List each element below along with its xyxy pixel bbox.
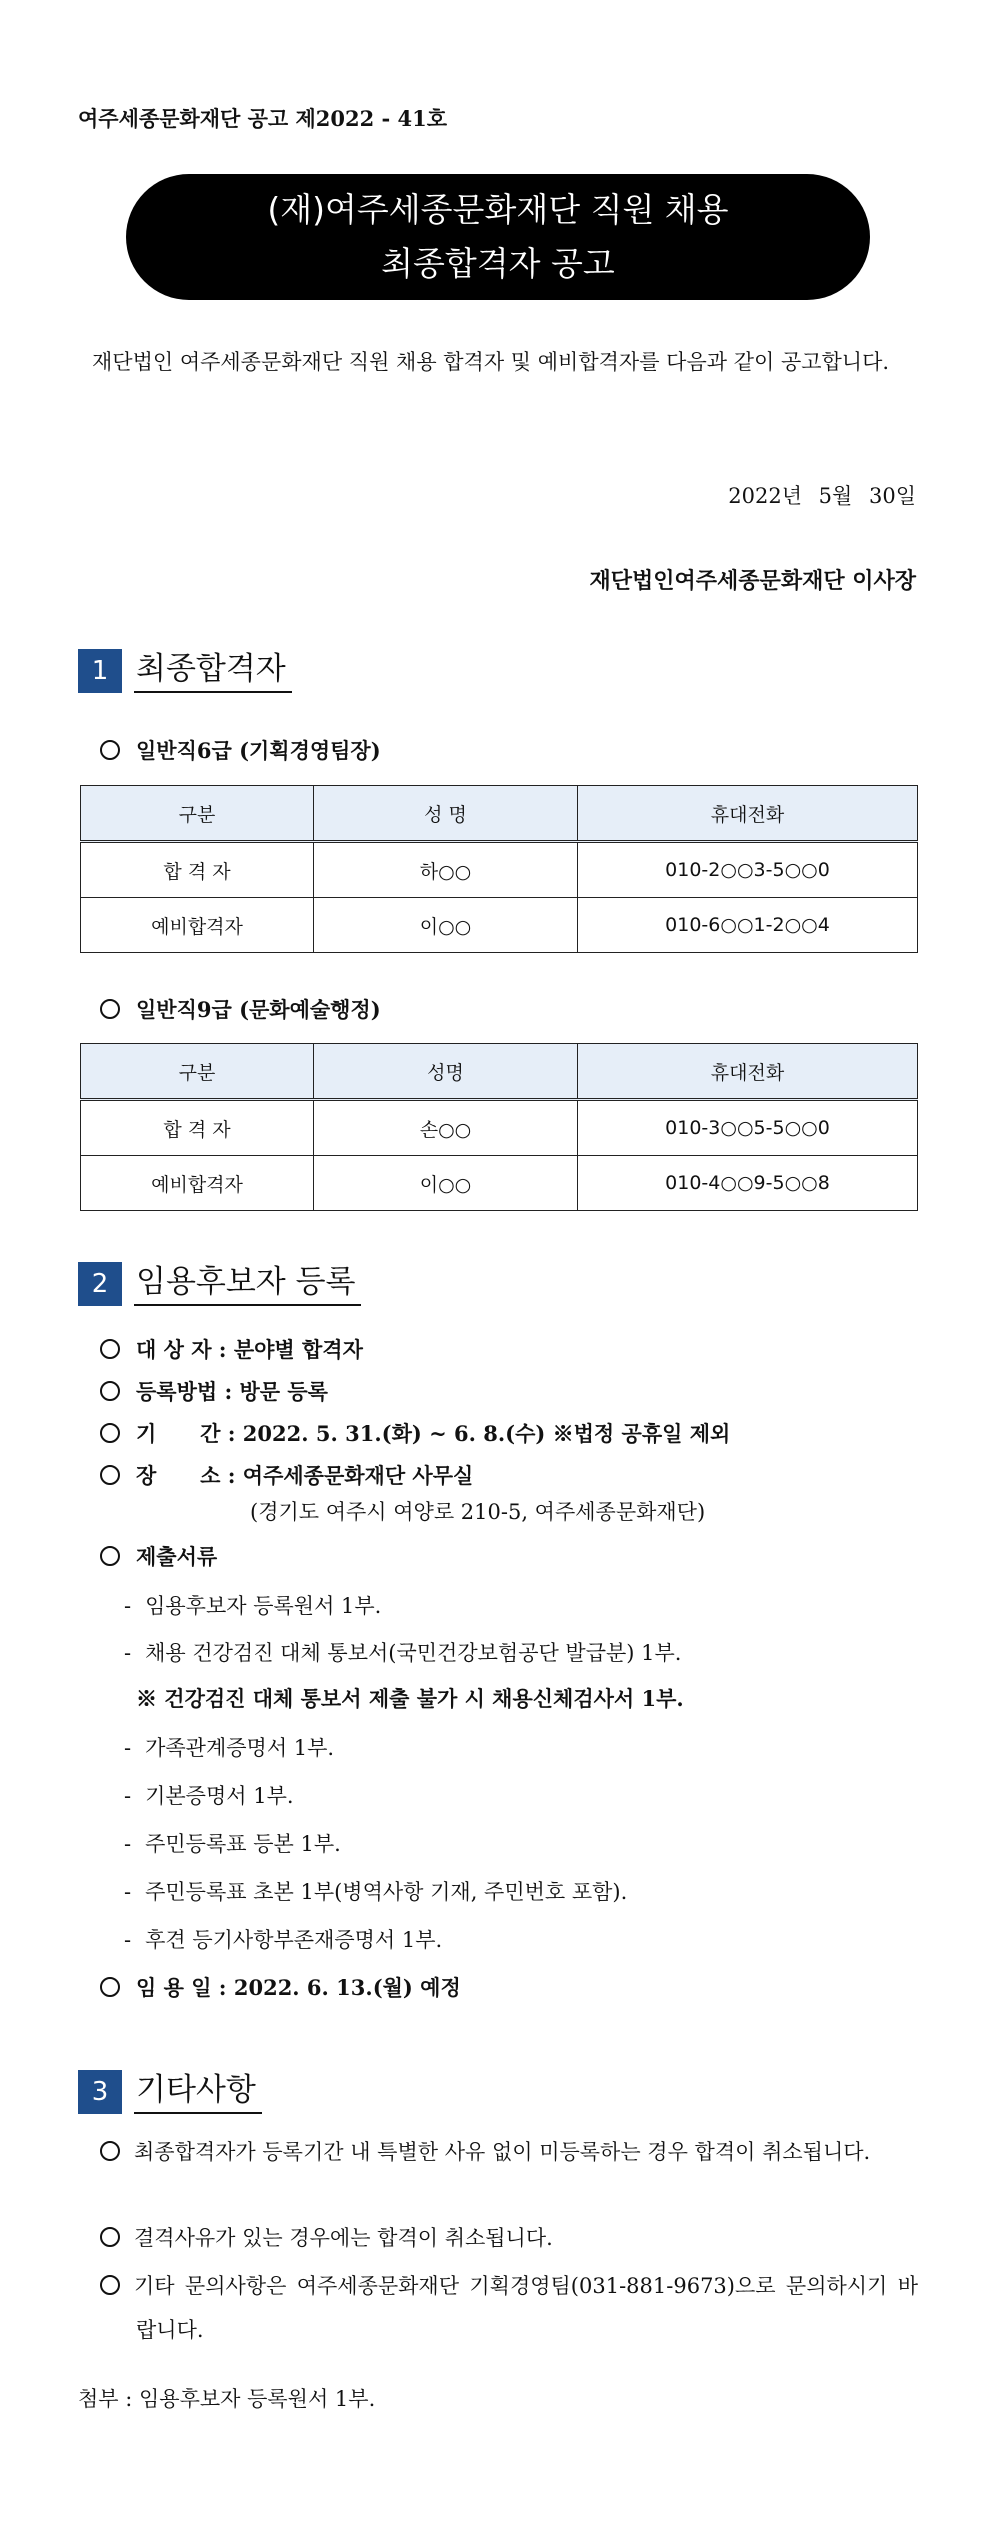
list-item: - 가족관계증명서 1부.: [124, 1736, 335, 1760]
section-3-number: 3: [78, 2070, 122, 2114]
target-text: 대 상 자 : 분야별 합격자: [136, 1337, 363, 1362]
doc-text: 기본증명서 1부.: [145, 1784, 294, 1808]
doc-text: 후견 등기사항부존재증명서 1부.: [145, 1928, 443, 1952]
docs-title: 제출서류: [136, 1544, 218, 1569]
notice-date: 2022년 5월 30일: [728, 484, 916, 508]
table-cell: 010-3○○5-5○○0: [578, 1100, 918, 1156]
title-line-2: 최종합격자 공고: [381, 244, 615, 283]
group-1-label: 일반직6급 (기획경영팀장): [136, 738, 381, 763]
attachment-note: 첨부 : 임용후보자 등록원서 1부.: [78, 2387, 376, 2411]
method-row: [100, 1376, 328, 1406]
doc-text: 가족관계증명서 1부.: [145, 1736, 335, 1760]
circle-bullet-icon: [100, 999, 120, 1019]
table-cell: 손○○: [314, 1100, 578, 1156]
table-cell: 하○○: [314, 842, 578, 898]
doc-text: 주민등록표 초본 1부(병역사항 기재, 주민번호 포함).: [145, 1880, 628, 1904]
table-header: 성 명: [314, 786, 578, 842]
section-2-heading: [78, 1262, 361, 1306]
appointment-text: 임 용 일 : 2022. 6. 13.(월) 예정: [136, 1975, 461, 2000]
doc-text: 임용후보자 등록원서 1부.: [145, 1594, 382, 1618]
circle-bullet-icon: [100, 1977, 120, 1997]
note-text: 기타 문의사항은 여주세종문화재단 기획경영팀(031-881-9673)으로 문의하시기 바랍니다.: [134, 2274, 918, 2342]
table-cell: 010-6○○1-2○○4: [578, 898, 918, 953]
table-cell: 010-4○○9-5○○8: [578, 1156, 918, 1211]
table-cell: 이○○: [314, 898, 578, 953]
table-cell: 합 격 자: [81, 1100, 314, 1156]
table-row: [81, 1100, 918, 1156]
note-text: 최종합격자가 등록기간 내 특별한 사유 없이 미등록하는 경우 합격이 취소됩니다.: [134, 2140, 871, 2164]
list-item: [100, 2130, 918, 2174]
issuer: 재단법인여주세종문화재단 이사장: [589, 568, 916, 594]
docs-note: ※ 건강검진 대체 통보서 제출 불가 시 채용신체검사서 1부.: [136, 1686, 684, 1711]
list-item: - 채용 건강검진 대체 통보서(국민건강보험공단 발급분) 1부.: [124, 1641, 682, 1665]
circle-bullet-icon: [100, 1465, 120, 1485]
circle-bullet-icon: [100, 1423, 120, 1443]
circle-bullet-icon: [100, 2227, 120, 2247]
section-1-title: 최종합격자: [134, 649, 292, 693]
table-cell: 합 격 자: [81, 842, 314, 898]
circle-bullet-icon: [100, 2275, 120, 2295]
doc-text: 주민등록표 등본 1부.: [145, 1832, 341, 1856]
address-text: (경기도 여주시 여양로 210-5, 여주세종문화재단): [250, 1500, 706, 1524]
table-header: 구분: [81, 786, 314, 842]
period-row: [100, 1418, 730, 1448]
list-item: - 주민등록표 등본 1부.: [124, 1832, 341, 1856]
notice-number: 여주세종문화재단 공고 제2022 - 41호: [78, 106, 448, 131]
section-1-number: 1: [78, 649, 122, 693]
circle-bullet-icon: [100, 1546, 120, 1566]
group-2-label: 일반직9급 (문화예술행정): [136, 997, 381, 1022]
table-header: 구분: [81, 1044, 314, 1100]
table-row: [81, 842, 918, 898]
circle-bullet-icon: [100, 1381, 120, 1401]
place-row: [100, 1460, 473, 1490]
group-1-table: [80, 785, 918, 953]
list-item: - 주민등록표 초본 1부(병역사항 기재, 주민번호 포함).: [124, 1880, 628, 1904]
title-banner: [126, 174, 870, 300]
table-row: [81, 898, 918, 953]
group-2-table: [80, 1043, 918, 1211]
note-text: 결격사유가 있는 경우에는 합격이 취소됩니다.: [134, 2226, 553, 2250]
table-header: 휴대전화: [578, 786, 918, 842]
target-row: [100, 1334, 363, 1364]
doc-text: 채용 건강검진 대체 통보서(국민건강보험공단 발급분) 1부.: [145, 1641, 682, 1665]
list-item: [100, 2264, 918, 2352]
title-line-1: (재)여주세종문화재단 직원 채용: [267, 190, 729, 229]
section-1-heading: [78, 649, 292, 693]
method-text: 등록방법 : 방문 등록: [136, 1379, 328, 1404]
table-cell: 예비합격자: [81, 1156, 314, 1211]
section-2-title: 임용후보자 등록: [134, 1262, 361, 1306]
appointment-row: [100, 1972, 461, 2002]
place-text: 장 소 : 여주세종문화재단 사무실: [136, 1463, 474, 1488]
circle-bullet-icon: [100, 740, 120, 760]
table-cell: 010-2○○3-5○○0: [578, 842, 918, 898]
circle-bullet-icon: [100, 2141, 120, 2161]
table-row: [81, 1156, 918, 1211]
table-cell: 예비합격자: [81, 898, 314, 953]
table-header: 휴대전화: [578, 1044, 918, 1100]
table-cell: 이○○: [314, 1156, 578, 1211]
list-item: [100, 2216, 918, 2260]
intro-text: 재단법인 여주세종문화재단 직원 채용 합격자 및 예비합격자를 다음과 같이 공고합니다.: [92, 350, 890, 374]
group-2-label-row: [100, 994, 381, 1024]
docs-title-row: [100, 1541, 217, 1571]
list-item: - 기본증명서 1부.: [124, 1784, 294, 1808]
circle-bullet-icon: [100, 1339, 120, 1359]
list-item: - 후견 등기사항부존재증명서 1부.: [124, 1928, 443, 1952]
section-3-title: 기타사항: [134, 2070, 262, 2114]
list-item: - 임용후보자 등록원서 1부.: [124, 1594, 382, 1618]
table-header: 성명: [314, 1044, 578, 1100]
section-3-heading: [78, 2070, 262, 2114]
section-2-number: 2: [78, 1262, 122, 1306]
group-1-label-row: [100, 735, 381, 765]
period-text: 기 간 : 2022. 5. 31.(화) ~ 6. 8.(수) ※법정 공휴일 제외: [136, 1421, 731, 1446]
